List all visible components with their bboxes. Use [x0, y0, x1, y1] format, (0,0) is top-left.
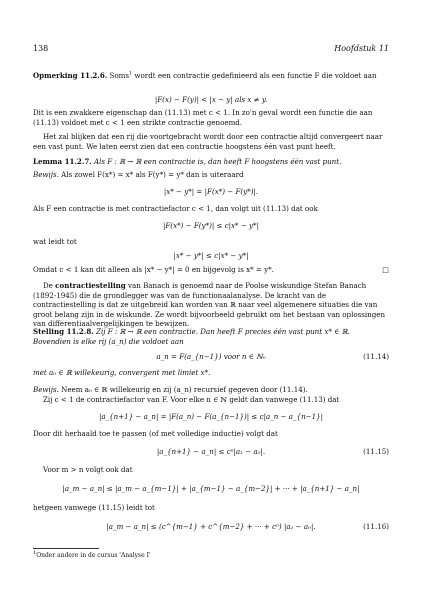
proof-2-line-3: Door dit herhaald toe te passen (of met volledige inductie) volgt dat	[33, 429, 278, 438]
proof-2-line-5: hetgeen vanwege (11.15) leidt tot	[33, 503, 155, 512]
proof-1-line-2: Als F een contractie is met contractiefactor c < 1, dan volgt uit (11.13) dat ook	[33, 204, 318, 213]
proof-text: Neem a₀ ∈ ℝ willekeurig en zij (a_n) recursief gegeven door (11.14).	[61, 385, 308, 394]
proof-2-line-4: Voor m > n volgt ook dat	[43, 465, 133, 474]
theorem	[33, 327, 389, 346]
proof-label: Bewijs.	[33, 385, 59, 394]
proof-1-line-1	[33, 170, 389, 180]
remark	[33, 71, 389, 81]
remark-text-cont: wordt een contractie gedefinieerd als een functie F die voldoet aan	[134, 71, 377, 80]
lemma	[33, 157, 389, 167]
remark-equation: |F(x) − F(y)| < |x − y| als x ≠ y.	[154, 95, 268, 104]
chapter-title: Hoofdstuk 11	[334, 44, 389, 53]
proof-2-line-2: Zij c < 1 de contractiefactor van F. Voor elke n ∈ ℕ geldt dan vanwege (11.13) dat	[43, 395, 340, 404]
equation-number: (11.15)	[363, 447, 389, 456]
banach-text-cont: van Banach is genoemd naar de Poolse wiskundige Stefan Banach (1892-1945) die de grondlegger was van de functionaalanalyse. De kracht van de contractiestelling is dat ze uitgebreid kan worden van ℝ naar veel algemenere situaties die van groot belang zijn in de wiskunde. Ze wordt bijvoorbeeld gebruikt om het bestaan van oplossingen van differentiaalvergelijkingen te bewijzen.	[33, 281, 386, 329]
proof-1-eq-3: |x* − y*| ≤ c|x* − y*|	[173, 251, 249, 260]
page-number: 138	[33, 44, 49, 53]
running-header	[33, 44, 389, 56]
proof-label: Bewijs.	[33, 170, 59, 179]
proof-2-eq-3: |a_m − a_n| ≤ |a_m − a_{m−1}| + |a_{m−1} − a_{m−2}| + ··· + |a_{n+1} − a_n|	[62, 484, 360, 493]
proof-2-eq-4	[33, 522, 389, 532]
equation-number: (11.16)	[363, 522, 389, 531]
remark-label: Opmerking 11.2.6.	[33, 71, 108, 80]
footnote-text: Onder andere in de cursus 'Analyse I'	[36, 552, 151, 559]
qed-symbol: □	[382, 265, 389, 274]
banach-term: contractiestelling	[55, 281, 126, 290]
proof-text: Als zowel F(x*) = x* als F(y*) = y* dan is uiteraard	[61, 170, 244, 179]
equation-11-15: |a_{n+1} − a_n| ≤ cⁿ|a₁ − a₀|.	[156, 447, 266, 456]
theorem-text-cont: met a₀ ∈ ℝ willekeurig, convergent met limiet x*.	[33, 368, 211, 377]
theorem-label: Stelling 11.2.8.	[33, 327, 94, 336]
proof-conclusion: Omdat c < 1 kan dit alleen als |x* − y*| = 0 en bijgevolg is x* = y*.	[33, 265, 274, 274]
proof-1-line-4	[33, 265, 389, 275]
lemma-label: Lemma 11.2.7.	[33, 157, 92, 166]
equation-11-14: a_n = F(a_{n−1}) voor n ∈ ℕ₀	[156, 352, 266, 361]
proof-2-line-1	[33, 385, 389, 395]
banach-text: De	[43, 281, 53, 290]
equation-11-16: |a_m − a_n| ≤ (c^{m−1} + c^{m−2} + ··· + cⁿ) |a₁ − a₀|.	[106, 522, 316, 531]
footnote-mark: 1	[33, 550, 37, 556]
theorem-equation	[33, 352, 389, 362]
paragraph-intro: Het zal blijken dat een rij die voortgebracht wordt door een contractie altijd convergeert naar een vast punt. We laten eerst zien dat een contractie hoogstens één vast punt heeft.	[33, 132, 383, 151]
proof-1-line-3: wat leidt tot	[33, 237, 77, 246]
proof-2-eq-1: |a_{n+1} − a_n| = |F(a_n) − F(a_{n−1})| ≤ c|a_n − a_{n−1}|	[98, 412, 323, 421]
equation-number: (11.14)	[363, 352, 389, 361]
proof-2-eq-2	[33, 447, 389, 457]
footnote-ref: 1	[129, 70, 133, 77]
banach-paragraph	[33, 281, 389, 329]
lemma-text: Als F : ℝ → ℝ een contractie is, dan heeft F hoogstens één vast punt.	[94, 157, 342, 166]
footnote-rule	[33, 548, 99, 549]
proof-1-eq-1: |x* − y*| = |F(x*) − F(y*)|.	[163, 187, 259, 196]
theorem-text: Zij F : ℝ → ℝ een contractie. Dan heeft F precies één vast punt x* ∈ ℝ. Bovendien is elke rij (a_n) die voldoet aan	[33, 327, 350, 346]
remark-after: Dit is een zwakkere eigenschap dan (11.13) met c < 1. In zo'n geval wordt een functie die aan (11.13) voldoet met c < 1 een strikte contractie genoemd.	[33, 108, 373, 127]
proof-1-eq-2: |F(x*) − F(y*)| ≤ c|x* − y*|	[162, 221, 259, 230]
remark-text: Soms	[109, 71, 130, 80]
footnote	[33, 551, 151, 561]
